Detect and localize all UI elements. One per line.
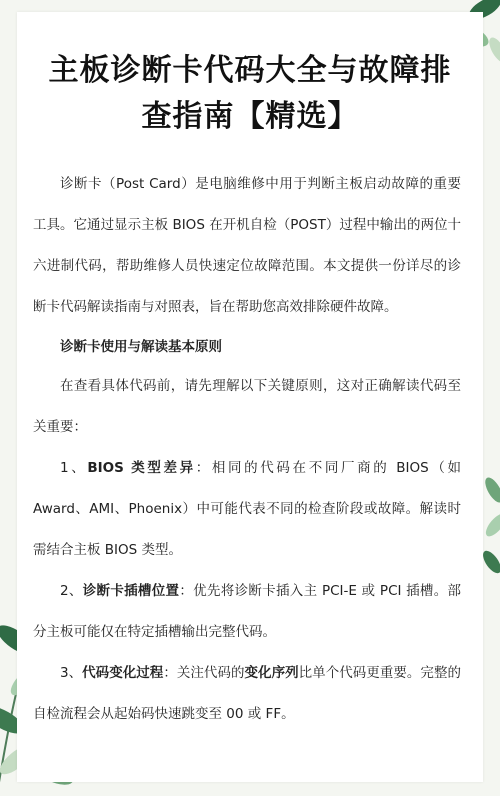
list-item-number: 3、	[60, 665, 83, 681]
list-item-number: 1、	[60, 460, 88, 476]
list-item-code-change	[33, 653, 461, 735]
list-item-label: BIOS 类型差异	[87, 460, 196, 476]
list-item-number: 2、	[60, 583, 83, 599]
list-item-text: ：优先将诊断卡插入主 PCI-E 或 PCI 插槽。部分主板可能仅在特定插槽输出完整代码。	[33, 583, 461, 640]
list-item-text: 比单个代码更重要。完整的自检流程会从起始码快速跳变至 00 或 FF。	[33, 665, 461, 722]
list-item-label: 代码变化过程	[82, 665, 164, 681]
section-heading: 诊断卡使用与解读基本原则	[60, 339, 222, 355]
list-item-text: ：关注代码的	[163, 665, 245, 681]
list-item-emphasis: 变化序列	[244, 665, 299, 681]
list-item-slot-position	[33, 571, 461, 653]
list-item-text: ：相同的代码在不同厂商的 BIOS（如 Award、AMI、Phoenix）中可能代表不同的检查阶段或故障。解读时需结合主板 BIOS 类型。	[33, 460, 461, 558]
section-intro-paragraph: 在查看具体代码前，请先理解以下关键原则，这对正确解读代码至关重要：	[33, 378, 461, 435]
document-page	[17, 12, 483, 782]
page-title: 主板诊断卡代码大全与故障排查指南【精选】	[48, 53, 452, 134]
list-item-bios-type	[33, 448, 461, 571]
intro-paragraph: 诊断卡（Post Card）是电脑维修中用于判断主板启动故障的重要工具。它通过显示主板 BIOS 在开机自检（POST）过程中输出的两位十六进制代码，帮助维修人员快速定位故障范围。本文提供一份详尽的诊断卡代码解读指南与对照表，旨在帮助您高效排除硬件故障。	[33, 176, 461, 315]
list-item-label: 诊断卡插槽位置	[82, 583, 180, 599]
article-body	[33, 164, 461, 735]
